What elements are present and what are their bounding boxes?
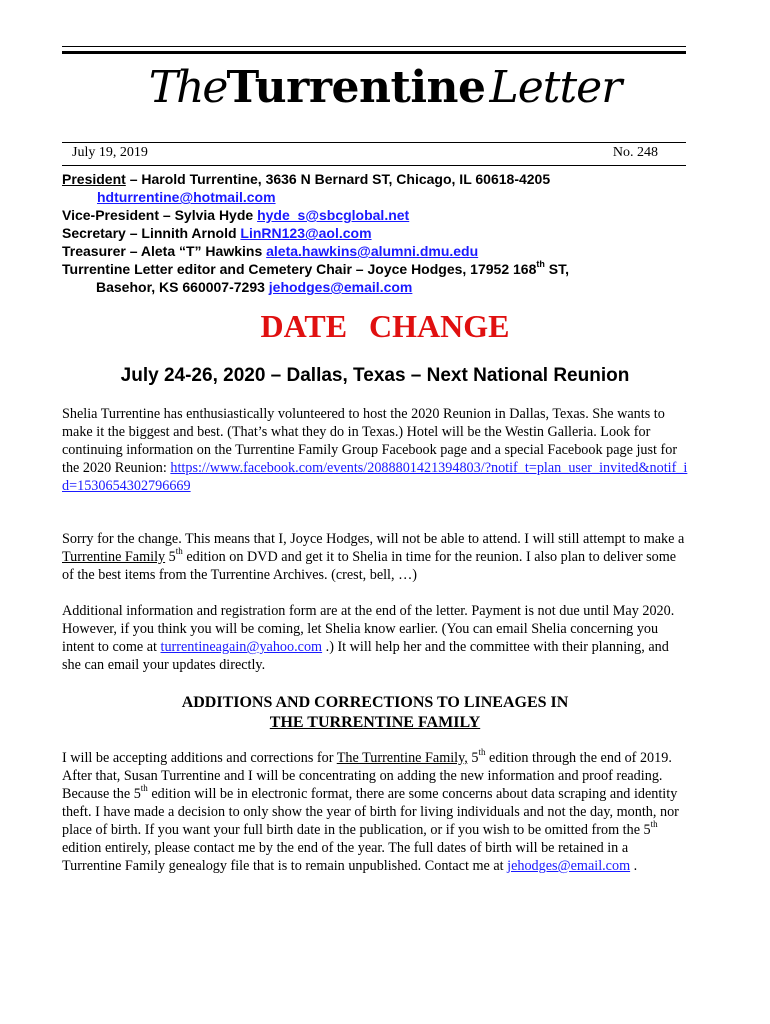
editor-email-link[interactable]: jehodges@email.com [268,279,413,295]
editor-details-end: ST, [544,261,569,277]
officer-president [62,170,702,188]
paragraph-sorry-change [62,530,688,584]
officer-president-email-line [62,188,702,206]
paragraph-sorry-superscript: th [175,546,183,557]
president-details: – Harold Turrentine, 3636 N Bernard ST, Chicago, IL 60618-4205 [125,171,551,187]
paragraph-registration-text-b: .) It will help her and the committee with their planning, and she can email your updates directly. [62,639,669,673]
officer-treasurer [62,242,702,260]
paragraph-registration [62,602,688,674]
issue-number: No. 248 [612,145,658,160]
paragraph-registration-text-a: Additional information and registration form are at the end of the letter. Payment is not due until May 2020. However, if you think you will be coming, let Shelia know earlier. (You can email Shelia concerning you intent to come at [62,603,675,655]
paragraph-reunion-host [62,405,688,495]
paragraph-sorry-text-b: 5 [165,549,176,565]
superscript-2: th [140,783,148,794]
masthead-title: Turrentine [226,62,486,113]
treasurer-email-link[interactable]: aleta.hawkins@alumni.dmu.edu [266,243,479,259]
editor-address: Basehor, KS 660007-7293 [96,279,269,295]
officer-secretary [62,224,702,242]
secretary-details: Secretary – Linnith Arnold [62,225,241,241]
president-label: President [62,171,126,187]
officer-editor-address [62,278,702,296]
paragraph-additions-text-f: . [630,858,638,874]
paragraph-additions-text-c: edition through the end of 2019. After that, Susan Turrentine and I will be concentrating on adding the new information and proof reading. Because the 5 [62,750,672,802]
masthead-rule-thin [62,46,686,47]
issue-dateline [62,142,686,166]
paragraph-additions-text-a: I will be accepting additions and corrections for [62,750,337,766]
masthead-rule-thick [62,51,686,54]
book-title: Turrentine Family [62,549,166,565]
editor-superscript: th [536,259,545,270]
officer-vice-president [62,206,702,224]
shelia-email-link[interactable]: turrentineagain@yahoo.com [160,639,323,655]
section-heading-line1: ADDITIONS AND CORRECTIONS TO LINEAGES IN [181,694,569,711]
vp-details: Vice-President – Sylvia Hyde [62,207,258,223]
treasurer-details: Treasurer – Aleta “T” Hawkins [62,243,267,259]
book-title-2: The Turrentine Family, [336,750,468,766]
reunion-subheading: July 24-26, 2020 – Dallas, Texas – Next National Reunion [120,365,630,386]
president-email-link[interactable]: hdturrentine@hotmail.com [97,189,276,205]
officers-list [62,170,702,296]
issue-date: July 19, 2019 [72,145,148,160]
editor-details: Turrentine Letter editor and Cemetery Chair – Joyce Hodges, 17952 168 [62,261,537,277]
masthead [0,62,770,132]
paragraph-additions-text-e: edition entirely, please contact me by the end of the year. The full dates of birth will be retained in a Turrentine Family genealogy file that is to remain unpublished. Contact me at [62,840,629,874]
vp-email-link[interactable]: hyde_s@sbcglobal.net [257,207,410,223]
secretary-email-link[interactable]: LinRN123@aol.com [240,225,372,241]
paragraph-additions-text-b: 5 [467,750,479,766]
contact-email-link[interactable]: jehodges@email.com [507,858,631,874]
paragraph-additions-text-d: edition will be in electronic format, there are some concerns about data scraping and identity theft. I have made a decision to only show the year of birth for living individuals and not the day, month, nor place of birth. If you want your full birth date in the publication, or if you wish to be omitted from the 5 [62,786,679,838]
paragraph-additions [62,749,688,875]
paragraph-reunion-host-text: Shelia Turrentine has enthusiastically volunteered to host the 2020 Reunion in Dallas, Texas. She wants to make it the biggest and best. (That’s what they do in Texas.) Hotel will be the Westin Galleria. Look for continuing information on the Turrentine Family Group Facebook page and a special Facebook page just for the 2020 Reunion: [62,406,678,476]
paragraph-sorry-text-a: Sorry for the change. This means that I, Joyce Hodges, will not be able to attend. I will still attempt to make a [62,531,685,547]
superscript-3: th [650,819,658,830]
officer-editor [62,260,702,278]
paragraph-sorry-text-c: edition on DVD and get it to Shelia in time for the reunion. I also plan to deliver some of the best items from the Turrentine Archives. (crest, bell, …) [62,549,677,583]
facebook-event-link[interactable]: https://www.facebook.com/events/2088801421394803/?notif_t=plan_user_invited&notif_id=1530654302796669 [62,460,688,494]
date-change-heading: DATE CHANGE [260,308,510,344]
superscript-1: th [478,747,486,758]
section-heading-line2: THE TURRENTINE FAMILY [269,714,481,731]
masthead-the: The [148,62,227,113]
section-heading-additions [62,693,688,733]
masthead-letter: Letter [489,62,622,113]
